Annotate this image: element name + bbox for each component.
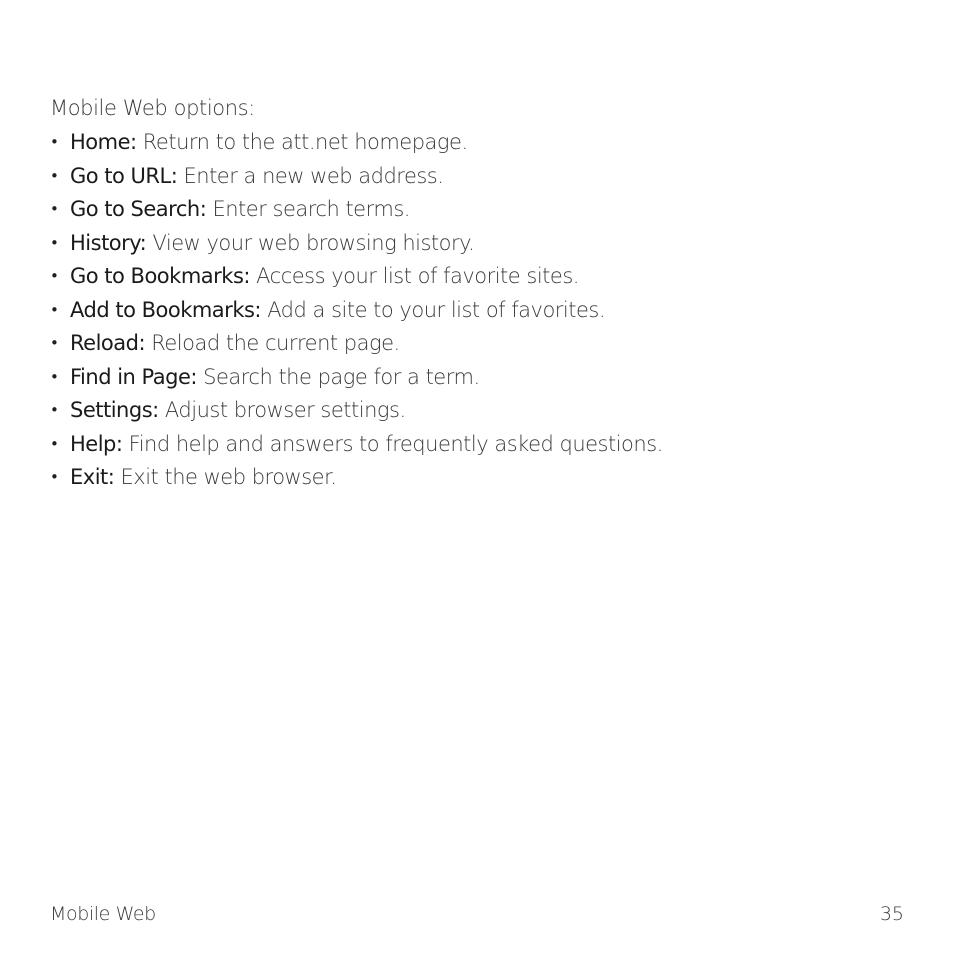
bullet-icon: • xyxy=(50,300,59,319)
option-term: History: xyxy=(70,230,147,255)
bullet-icon: • xyxy=(50,233,59,252)
page-number: 35 xyxy=(879,903,904,925)
list-item xyxy=(50,428,910,462)
list-item xyxy=(50,394,910,428)
option-description: Find help and answers to frequently asked questions. xyxy=(128,431,663,456)
list-item xyxy=(50,294,910,328)
list-item xyxy=(50,260,910,294)
option-term: Settings: xyxy=(70,398,159,422)
option-description: Exit the web browser. xyxy=(120,465,337,489)
option-term: Reload: xyxy=(70,331,146,355)
option-description: Access your list of favorite sites. xyxy=(256,264,579,288)
list-item xyxy=(50,160,910,194)
bullet-icon: • xyxy=(50,367,59,386)
intro-text: Mobile Web options: xyxy=(50,96,255,120)
option-description: Add a site to your list of favorites. xyxy=(267,297,606,322)
list-item xyxy=(50,361,910,395)
option-description: Enter search terms. xyxy=(212,197,410,221)
bullet-icon: • xyxy=(50,434,59,453)
option-term: Exit: xyxy=(70,465,115,489)
option-term: Home: xyxy=(70,130,137,154)
option-description: Search the page for a term. xyxy=(203,364,480,389)
bullet-icon: • xyxy=(50,133,59,151)
option-description: Reload the current page. xyxy=(151,331,400,355)
option-term: Go to URL: xyxy=(70,163,178,188)
list-item xyxy=(50,461,910,495)
option-description: View your web browsing history. xyxy=(152,230,475,255)
list-item xyxy=(50,327,910,361)
option-term: Go to Search: xyxy=(70,197,207,221)
option-description: Adjust browser settings. xyxy=(164,398,406,422)
option-term: Add to Bookmarks: xyxy=(70,297,261,322)
bullet-icon: • xyxy=(50,468,59,486)
option-description: Return to the att.net homepage. xyxy=(142,130,468,154)
bullet-icon: • xyxy=(50,200,59,218)
option-description: Enter a new web address. xyxy=(183,163,444,188)
bullet-icon: • xyxy=(50,334,59,352)
options-list xyxy=(50,126,910,495)
page-content xyxy=(50,93,910,495)
list-item xyxy=(50,193,910,227)
option-term: Help: xyxy=(70,431,123,456)
list-item xyxy=(50,227,910,261)
list-item xyxy=(50,126,910,160)
bullet-icon: • xyxy=(50,401,59,419)
option-term: Go to Bookmarks: xyxy=(70,264,250,288)
option-term: Find in Page: xyxy=(70,364,197,389)
bullet-icon: • xyxy=(50,267,59,285)
bullet-icon: • xyxy=(50,166,59,185)
footer-section-title: Mobile Web xyxy=(50,903,156,925)
